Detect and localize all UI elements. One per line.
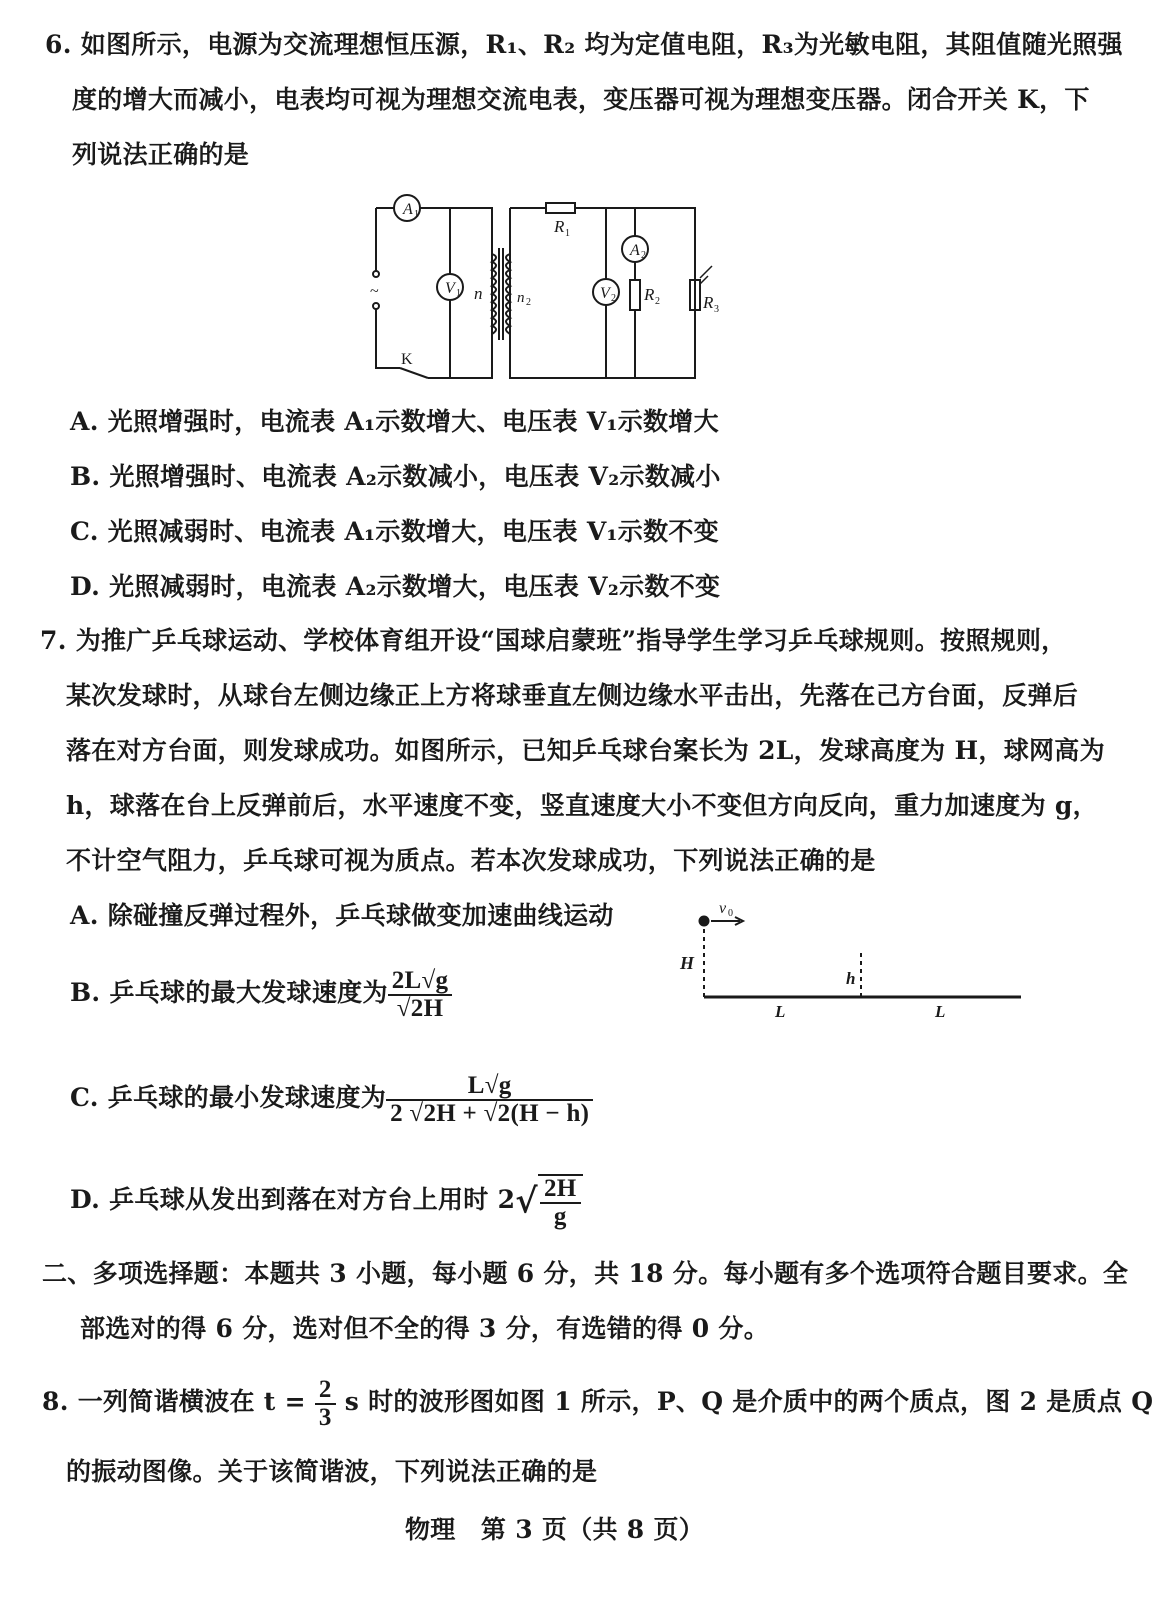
q7-option-b-numerator: 2L√g: [388, 968, 453, 996]
v1-sub: 1: [456, 288, 461, 299]
height-H-label: H: [680, 953, 695, 973]
q7-option-c-denominator: 2 √2H + √2(H − h): [390, 1099, 590, 1127]
q6-circuit-diagram: [370, 196, 719, 381]
r3-label: R: [703, 293, 714, 312]
q7-option-b-text: B. 乒乓球的最大发球速度为: [70, 978, 388, 1007]
q7-option-a: A. 除碰撞反弹过程外，乒乓球做变加速曲线运动: [70, 901, 614, 930]
q7-option-d-text: D. 乒乓球从发出到落在对方台上用时 2: [70, 1185, 516, 1214]
q7-table-diagram: [675, 900, 1015, 1021]
q8-suffix: s 时的波形图如图 1 所示，P、Q 是介质中的两个质点，图 2 是质点 Q: [335, 1387, 1153, 1416]
q6-option-a: A. 光照增强时，电流表 A₁示数增大、电压表 V₁示数增大: [70, 407, 719, 436]
q8-time-fraction: [315, 1377, 336, 1431]
v2-sub: 2: [611, 293, 616, 304]
q7-option-b-fraction: [388, 968, 453, 1022]
a2-label: A: [630, 242, 640, 259]
q7-stem-line-5: 不计空气阻力，乒乓球可视为质点。若本次发球成功，下列说法正确的是: [66, 846, 876, 875]
q7-option-d-fraction: [538, 1174, 583, 1230]
q7-option-d: D. 乒乓球从发出到落在对方台上用时 2√ $\frac{2H}{g}$: [70, 1170, 583, 1232]
r1-label: R: [554, 217, 565, 236]
q7-stem-line-1: 7. 为推广乒乓球运动、学校体育组开设“国球启蒙班”指导学生学习乒乓球规则。按照规则，: [40, 626, 1067, 655]
q7-option-c-numerator: L√g: [386, 1073, 593, 1101]
v1-label: V: [445, 280, 455, 297]
q7-option-b-denominator: √2H: [396, 994, 444, 1022]
q6-stem-line-2: 度的增大而减小，电表均可视为理想交流电表，变压器可视为理想变压器。闭合开关 K，下: [72, 85, 1090, 114]
q7-stem-line-4: h，球落在台上反弹前后，水平速度不变，竖直速度大小不变但方向反向，重力加速度为 g，: [66, 791, 1098, 820]
v0-sub: 0: [728, 908, 733, 919]
r2-sub: 2: [655, 296, 660, 307]
r2-label: R: [644, 285, 655, 304]
q8-line-1: [42, 1372, 1153, 1432]
a1-label: A: [403, 201, 413, 218]
net-height-h-label: h: [846, 969, 856, 988]
q6-option-b: B. 光照增强时、电流表 A₂示数减小，电压表 V₂示数减小: [70, 462, 721, 491]
q7-option-c: [70, 1068, 593, 1128]
n2-label: n: [517, 290, 525, 306]
a2-sub: 2: [641, 250, 646, 261]
length-L-left-label: L: [775, 1002, 786, 1021]
resistor-r1-icon: [546, 203, 575, 213]
section2-line-2: 部选对的得 6 分，选对但不全的得 3 分，有选错的得 0 分。: [80, 1314, 770, 1343]
q8-prefix: 8. 一列简谐横波在 t =: [42, 1387, 315, 1416]
q7-option-c-fraction: [386, 1073, 593, 1127]
q7-stem-line-3: 落在对方台面，则发球成功。如图所示，已知乒乓球台案长为 2L，发球高度为 H，球网高为: [66, 736, 1105, 765]
q8-time-numerator: 2: [315, 1377, 336, 1405]
q7-option-c-text: C. 乒乓球的最小发球速度为: [70, 1083, 387, 1112]
q6-stem-line-3: 列说法正确的是: [72, 140, 250, 169]
ac-source-label: ~: [370, 283, 379, 300]
r1-sub: 1: [565, 228, 570, 239]
resistor-r2-icon: [630, 280, 640, 310]
q7-option-d-numerator: 2H: [540, 1176, 581, 1204]
switch-k-label: K: [401, 351, 413, 368]
a1-sub: 1: [414, 209, 419, 220]
q7-option-b: [70, 963, 452, 1023]
q8-time-denominator: 3: [318, 1403, 332, 1431]
r3-sub: 3: [714, 304, 719, 315]
length-L-right-label: L: [935, 1002, 946, 1021]
section2-line-1: 二、多项选择题：本题共 3 小题，每小题 6 分，共 18 分。每小题有多个选项符合题目要求。全: [42, 1259, 1129, 1288]
q6-option-c: C. 光照减弱时、电流表 A₁示数增大，电压表 V₁示数不变: [70, 517, 719, 546]
n1-label: n: [474, 284, 483, 303]
q6-stem-line-1: 6. 如图所示，电源为交流理想恒压源，R₁、R₂ 均为定值电阻，R₃为光敏电阻，其阻值随光照强: [45, 30, 1123, 59]
n2-sub: 2: [526, 297, 531, 308]
q7-stem-line-2: 某次发球时，从球台左侧边缘正上方将球垂直左侧边缘水平击出，先落在己方台面，反弹后: [66, 681, 1079, 710]
q8-line-2: 的振动图像。关于该简谐波，下列说法正确的是: [66, 1457, 598, 1486]
v2-label: V: [600, 285, 610, 302]
v0-label: v: [719, 900, 727, 917]
q7-option-d-denominator: g: [553, 1202, 567, 1230]
page-footer: 物理 第 3 页（共 8 页）: [405, 1515, 705, 1544]
ball-icon: [699, 916, 709, 926]
q6-option-d: D. 光照减弱时，电流表 A₂示数增大，电压表 V₂示数不变: [70, 572, 721, 601]
